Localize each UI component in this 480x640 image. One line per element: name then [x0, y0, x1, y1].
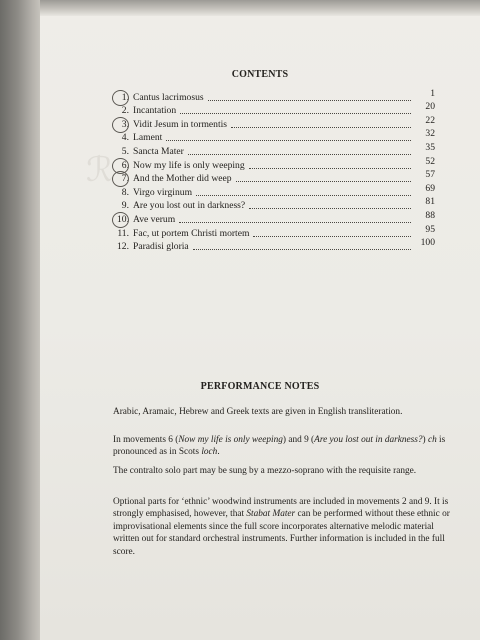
dot-leader — [208, 99, 411, 101]
contents-item — [115, 116, 435, 130]
contents-item-number: 6. — [115, 160, 129, 171]
contents-item-number: 1. — [115, 92, 129, 103]
contents-item-page: 1 — [430, 87, 435, 99]
binding-gutter — [0, 0, 44, 640]
contents-item-number: 10. — [115, 214, 129, 225]
dot-leader — [249, 207, 411, 209]
contents-item — [115, 211, 435, 225]
dot-leader — [188, 153, 411, 155]
contents-item-title: Virgo virginum — [133, 186, 193, 198]
text-run: ) and 9 ( — [282, 435, 315, 445]
contents-item-title: Vidit Jesum in tormentis — [133, 118, 228, 130]
contents-item-number: 11. — [117, 227, 129, 239]
contents-item — [115, 130, 435, 144]
contents-item-title: Sancta Mater — [133, 145, 184, 157]
contents-item-page: 100 — [420, 237, 435, 249]
contents-item-title: Incantation — [133, 105, 177, 117]
contents-item-page: 81 — [425, 196, 435, 208]
contents-item-title: Ave verum — [133, 213, 176, 225]
text-run: can be performed without these ethnic or improvisational elements since the full score incorporates alternative melodic material written out for standard orchestral instruments. Further information is included in the full score. — [113, 509, 450, 557]
text-run-italic: Now my life is only weeping — [178, 435, 283, 445]
text-run-italic: loch — [201, 447, 218, 458]
contents-item — [115, 143, 435, 157]
contents-item — [115, 198, 435, 212]
text-run-italic: Stabat Mater — [246, 509, 296, 520]
contents-item — [115, 184, 435, 198]
contents-item-number: 7. — [115, 173, 129, 184]
contents-item-number: 4. — [121, 132, 129, 144]
notes-paragraph-ethnic-parts — [113, 496, 453, 558]
dot-leader — [231, 126, 411, 128]
contents-item-page: 52 — [425, 155, 435, 167]
page-top-shadow — [40, 0, 480, 16]
contents-heading: CONTENTS — [231, 69, 289, 80]
dot-leader — [180, 112, 411, 114]
contents-item — [115, 157, 435, 171]
text-run: Optional parts for ‘ethnic’ woodwind instruments are included in movements 2 and 9. It is strongly emphasised, however, that — [113, 497, 449, 520]
text-run: ) — [422, 435, 428, 445]
contents-item-page: 57 — [425, 169, 435, 181]
contents-item-title: And the Mother did weep — [133, 173, 232, 185]
contents-item-title: Are you lost out in darkness? — [133, 200, 246, 212]
notes-paragraph-contralto: The contralto solo part may be sung by a mezzo-soprano with the requisite range. — [113, 466, 417, 476]
dot-leader — [253, 235, 411, 237]
contents-item-title: Fac, ut portem Christi mortem — [133, 227, 250, 239]
text-run-italic: ch — [427, 435, 437, 445]
dot-leader — [193, 248, 411, 250]
contents-item-number: 9. — [121, 200, 129, 212]
contents-item-page: 95 — [425, 223, 435, 235]
text-run: . — [217, 447, 220, 458]
contents-item — [115, 171, 435, 185]
dot-leader — [196, 194, 411, 196]
contents-item-title: Paradisi gloria — [133, 241, 189, 253]
dot-leader — [249, 167, 411, 169]
contents-item-page: 88 — [425, 209, 435, 221]
text-run-italic: Are you lost out in darkness? — [314, 435, 423, 445]
contents-item-page: 22 — [425, 114, 435, 126]
contents-item — [115, 89, 435, 103]
contents-item-number: 2. — [121, 105, 129, 117]
contents-item — [115, 103, 435, 117]
contents-item-number: 5. — [121, 145, 129, 157]
contents-item-page: 20 — [425, 101, 435, 113]
dot-leader — [236, 180, 411, 182]
text-run: In movements 6 ( — [113, 435, 179, 445]
contents-item-page: 35 — [425, 141, 435, 153]
contents-item — [115, 225, 435, 239]
contents-item-number: 8. — [121, 186, 129, 198]
book-page — [40, 0, 480, 640]
contents-item-number: 3. — [115, 119, 129, 130]
contents-item-number: 12. — [117, 241, 129, 253]
contents-list — [115, 89, 435, 252]
notes-paragraph-transliteration: Arabic, Aramaic, Hebrew and Greek texts are given in English transliteration. — [113, 407, 403, 417]
dot-leader — [179, 221, 411, 223]
contents-item-title: Lament — [133, 132, 163, 144]
contents-item-title: Now my life is only weeping — [133, 159, 245, 171]
contents-item-title: Cantus lacrimosus — [133, 91, 204, 103]
performance-notes-heading: PERFORMANCE NOTES — [200, 381, 320, 392]
text-run: is pronounced as in Scots — [113, 435, 446, 458]
contents-item — [115, 239, 435, 253]
dot-leader — [166, 139, 411, 141]
contents-item-page: 32 — [425, 128, 435, 140]
pencil-marks: ℛ — [86, 150, 114, 190]
contents-item-page: 69 — [425, 182, 435, 194]
notes-paragraph-pronunciation — [113, 434, 453, 459]
